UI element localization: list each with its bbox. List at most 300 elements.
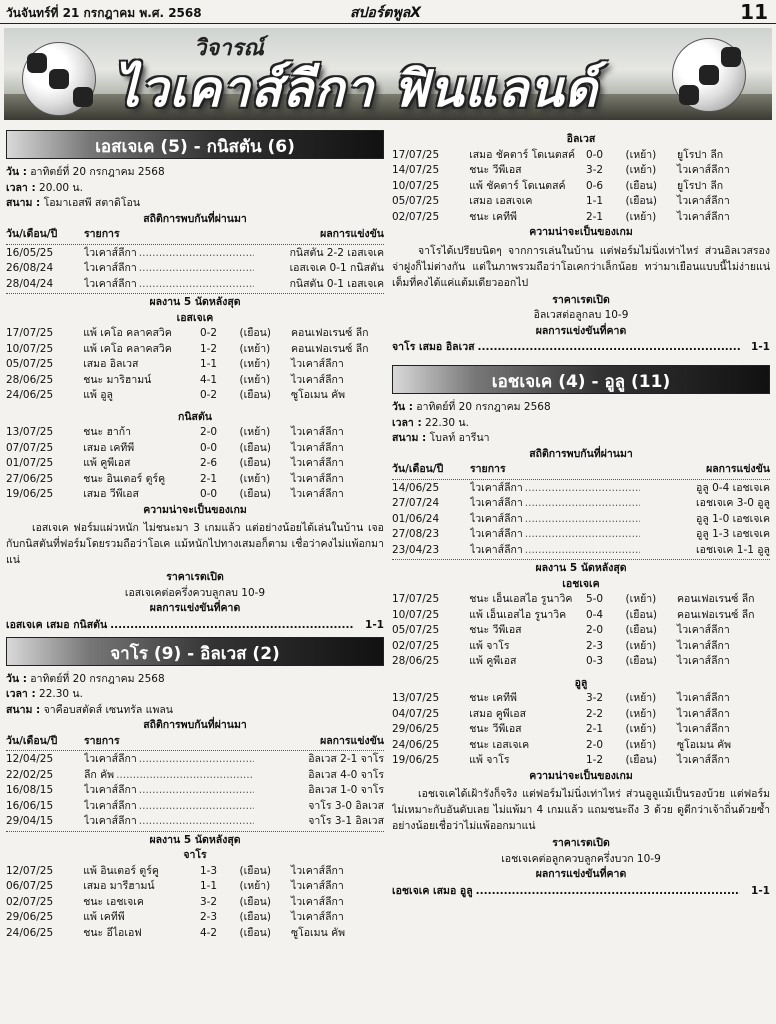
form-competition: ไวเคาส์ลีกา [290,488,344,500]
prediction-score: 1-1 [354,617,384,633]
form-date: 07/07/25 [6,441,54,454]
h2h-row [6,261,384,277]
last5-title: ผลงาน 5 นัดหลังสุด [149,296,241,308]
form-venue: (เยือน) [239,389,271,401]
form-score: 1-1 [585,195,604,207]
form-venue: (เยือน) [239,895,271,908]
h2h-result: อูลู 1-0 เอชเจเค [640,512,770,528]
divider [6,831,384,832]
h2h-date: 29/04/15 [6,815,54,827]
form-outcome: เสมอ วีพีเอส [83,488,139,500]
form-date: 10/07/25 [6,342,54,355]
form-venue: (เยือน) [239,457,271,469]
h2h-date: 01/06/24 [392,512,440,525]
match-title: เอชเจเค (4) - อูลู (11) [491,372,671,392]
form-competition: ไวเคาส์ลีกา [290,426,344,438]
soccer-ball-icon [22,42,96,116]
form-outcome: แพ้ คูพีเอส [469,655,517,667]
form-venue: (เหย้า) [239,373,271,386]
form-venue: (เยือน) [239,327,271,339]
form-outcome: แพ้ ชัคตาร์ โดเนตสค์ [469,179,566,192]
h2h-row [6,799,384,815]
form-outcome: ชนะ เอชเจเค [83,895,144,908]
form-date: 28/06/25 [392,655,440,667]
match-header [6,130,384,159]
form-competition: ซูโอเมน คัพ [676,738,732,751]
form-row [392,592,770,608]
h2h-comp: ไวเคาส์ลีกา ..... [470,543,640,559]
form-row [6,926,384,942]
form-competition: ไวเคาส์ลีกา [290,373,344,386]
team-a-name: เอสเจเค [176,311,214,324]
h2h-date: 23/04/23 [392,543,440,556]
form-venue: (เยือน) [239,926,271,939]
form-row [6,879,384,895]
match-venue-value: โบลท์ อารีนา [429,432,490,444]
form-venue: (เยือน) [239,864,271,877]
h2h-comp: ไวเคาส์ลีกา ..... [470,512,640,528]
form-score: 5-0 [585,593,604,605]
form-outcome: ชนะ อีไอเอฟ [83,926,142,939]
form-outcome: ชนะ วีพีเอส [469,723,522,735]
match-block [6,130,384,633]
match-date-value: อาทิตย์ที่ 20 กรกฎาคม 2568 [30,672,165,685]
form-competition: ไวเคาส์ลีกา [676,723,730,735]
h2h-result: กนิสตัน 2-2 เอสเจเค [254,246,384,262]
form-outcome: แพ้ อินเตอร์ ตูร์คู [83,864,159,877]
h2h-date: 26/08/24 [6,262,54,274]
form-date: 17/07/25 [392,148,440,161]
form-competition: ไวเคาส์ลีกา [290,441,344,454]
odds-title: ราคาเรตเปิด [552,837,610,849]
prediction-row [392,339,770,355]
prediction-title: ผลการแข่งขันที่คาด [535,324,627,337]
h2h-date: 16/06/15 [6,799,54,812]
h2h-header [392,462,770,478]
h2h-result: จาโร 3-0 อิลเวส [254,799,384,815]
form-row [6,326,384,342]
h2h-col-result: ผลการแข่งขัน [320,734,384,747]
form-score: 0-0 [585,148,604,161]
form-outcome: เสมอ เคทีพี [83,441,135,454]
form-outcome: แพ้ เคทีพี [83,911,125,923]
form-outcome: ชนะ เอ็นเอสไอ รูนาวิค [469,593,573,605]
form-row [6,441,384,457]
h2h-row [392,512,770,528]
match-date [6,165,384,181]
form-row [392,148,770,164]
brand-logo: สปอร์ตพูลX [350,5,422,21]
h2h-result: อูลู 0-4 เอชเจเค [640,481,770,497]
form-venue: (เหย้า) [625,738,657,751]
form-row [392,722,770,738]
h2h-col-comp: รายการ [84,228,120,240]
form-row [6,456,384,472]
form-date: 27/06/25 [6,472,54,485]
divider [392,559,770,560]
form-competition: ไวเคาส์ลีกา [676,624,730,636]
h2h-col-date: วัน/เดือน/ปี [392,463,444,475]
h2h-row [6,768,384,784]
h2h-comp: ไวเคาส์ลีกา ..... [84,783,254,799]
match-block [6,637,384,942]
form-score: 2-2 [585,707,604,720]
form-row [6,472,384,488]
form-score: 1-3 [199,864,218,877]
form-score: 3-2 [585,692,604,704]
form-venue: (เยือน) [239,911,271,923]
form-venue: (เยือน) [239,488,271,500]
form-outcome: เสมอ อิลเวส [83,358,139,370]
outlook-title: ความน่าจะเป็นของเกม [529,226,633,238]
form-row [392,163,770,179]
form-date: 02/07/25 [392,210,440,223]
prediction-row [6,617,384,633]
form-row [392,623,770,639]
form-row [392,691,770,707]
form-competition: ไวเคาส์ลีกา [676,655,730,667]
match-time-value: 22.30 น. [39,688,83,700]
h2h-result: เอชเจเค 1-1 อูลู [640,543,770,559]
match-time-label: เวลา : [6,181,36,194]
form-score: 0-6 [585,179,604,192]
form-score: 3-2 [199,895,218,908]
match-venue [6,703,384,719]
form-date: 10/07/25 [392,179,440,192]
form-competition: ไวเคาส์ลีกา [676,164,730,176]
form-score: 2-3 [199,911,218,923]
form-competition: ซูโอเมน คัพ [290,926,346,939]
h2h-row [6,277,384,293]
prediction-text: จาโร เสมอ อิลเวส ..... [392,339,740,355]
form-competition: ซูโอเมน คัพ [290,389,346,401]
form-outcome: แพ้ เคโอ คลาคสวิค [83,342,172,355]
left-column [6,126,384,1024]
form-score: 0-0 [199,488,218,500]
divider [6,293,384,294]
form-date: 06/07/25 [6,880,54,892]
outlook-title: ความน่าจะเป็นของเกม [529,769,633,782]
form-competition: ไวเคาส์ลีกา [290,358,344,370]
form-date: 14/07/25 [392,164,440,176]
h2h-row [6,752,384,768]
outlook-text: จาโรได้เปรียบนิดๆ จากการเล่นในบ้าน แต่ฟอร์มไม่นิ่งเท่าไหร่ ส่วนอิลเวสรองจ่าฝูงก็ไม่ต่างกัน แต่ในภาพรวมถือว่าโอเคกว่าเล็กน้อย ทว่ามาเยือนแบบนี้ไม่ง่ายแน่ เต็มที่คงได้แค่แต้มเดียวออกไป [392,244,770,289]
prediction-text: เอชเจเค เสมอ อูลู ..... [392,883,740,899]
match-venue-label: สนาม : [392,432,427,444]
h2h-result: กนิสตัน 0-1 เอสเจเค [254,277,384,293]
form-outcome: เสมอ มารีฮามน์ [83,880,155,892]
prediction-title: ผลการแข่งขันที่คาด [535,868,627,880]
form-outcome: ชนะ วีพีเอส [469,164,522,176]
form-venue: (เหย้า) [239,880,271,892]
match-time [6,181,384,197]
form-venue: (เหย้า) [239,342,271,355]
form-competition: ไวเคาส์ลีกา [290,911,344,923]
outlook-text: เอสเจเค ฟอร์มแผ่วหนัก ไม่ชนะมา 3 เกมแล้ว แต่อย่างน้อยได้เล่นในบ้าน เจอกับกนิสตันที่ฟอร์มโดยรวมถือว่าโอเค แม้หนักไปทางเสมอก็ตาม เชื่อว่าคงไม่แพ้อกมาแน่ [6,522,384,566]
form-venue: (เหย้า) [625,210,657,223]
form-score: 1-1 [199,880,218,892]
form-row [392,753,770,769]
form-outcome: แพ้ อูลู [83,389,113,401]
form-venue: (เหย้า) [625,639,657,652]
form-row [392,707,770,723]
form-row [392,179,770,195]
prediction-score: 1-1 [740,339,770,355]
form-row [392,608,770,624]
form-row [6,864,384,880]
h2h-result: เอสเจเค 0-1 กนิสตัน [254,261,384,277]
spacer [392,355,770,361]
h2h-date: 16/05/25 [6,246,54,259]
form-outcome: แพ้ เคโอ คลาคสวิค [83,327,172,339]
form-score: 2-0 [585,738,604,751]
match-block-continued [392,126,770,355]
form-date: 24/06/25 [6,389,54,401]
form-row [392,194,770,210]
form-score: 0-4 [585,608,604,621]
form-score: 2-3 [585,639,604,652]
form-outcome: ชนะ อินเตอร์ ตูร์คู [83,472,166,485]
match-date-label: วัน : [6,166,27,178]
form-outcome: แพ้ คูพีเอส [83,457,131,469]
odds-value: เอชเจเคต่อลูกควบลูกครึ่งบวก 10-9 [501,852,661,865]
form-competition: ไวเคาส์ลีกา [290,472,344,485]
form-row [6,388,384,404]
form-date: 10/07/25 [392,608,440,621]
form-competition: ไวเคาส์ลีกา [290,457,344,469]
h2h-date: 12/04/25 [6,753,54,765]
h2h-row [6,814,384,830]
form-venue: (เหย้า) [239,358,271,370]
h2h-header [6,227,384,243]
prediction-title: ผลการแข่งขันที่คาด [149,602,241,614]
h2h-date: 27/07/24 [392,497,440,509]
match-venue [392,431,770,447]
form-date: 05/07/25 [392,624,440,636]
right-column [392,126,770,1024]
form-date: 19/06/25 [392,754,440,766]
h2h-date: 22/02/25 [6,768,54,781]
h2h-col-comp: รายการ [84,734,120,747]
form-row [6,342,384,358]
last5-title: ผลงาน 5 นัดหลังสุด [535,562,627,574]
match-venue [6,196,384,212]
h2h-date: 28/04/24 [6,277,54,290]
form-competition: คอนเฟอเรนซ์ ลีก [676,608,755,621]
odds-title: ราคาเรตเปิด [552,293,610,306]
form-competition: ไวเคาส์ลีกา [290,880,344,892]
match-block [392,355,770,899]
outlook-text: เอชเจเคได้เฝ้ารังก็จริง แต่ฟอร์มไม่นิ่งเท่าไหร่ ส่วนอูลูแม้เป็นรองบ้วย แต่ฟอร์มไม่เหมาะกับอันดับเลย ไม่แพ้มา 4 เกมแล้ว แถมชนะถึง 3 ด้วย ดูดีกว่าเจ้าถิ่นด้วยซ้ำ อย่างน้อยเชื่อว่าไม่แพ้ออกมาแน่ [392,788,770,832]
form-date: 02/07/25 [392,639,440,652]
h2h-comp: ไวเคาส์ลีกา ..... [470,496,640,512]
h2h-col-result: ผลการแข่งขัน [706,463,770,475]
match-time [392,416,770,432]
match-title: เอสเจเค (5) - กนิสตัน (6) [95,137,295,157]
prediction-row [392,883,770,899]
form-score: 2-1 [199,472,218,485]
h2h-comp: ไวเคาส์ลีกา ..... [84,261,254,277]
team-b-name: กนิสตัน [178,410,212,423]
match-venue-label: สนาม : [6,197,41,209]
form-venue: (เหย้า) [625,707,657,720]
h2h-comp: ไวเคาส์ลีกา ..... [470,481,640,497]
form-date: 19/06/25 [6,488,54,500]
form-date: 29/06/25 [6,911,54,923]
team-a-name: จาโร [183,849,207,861]
soccer-ball-icon [672,38,746,112]
form-date: 17/07/25 [392,593,440,605]
form-date: 24/06/25 [6,926,54,939]
form-row [392,738,770,754]
h2h-date: 14/06/25 [392,481,440,494]
form-date: 05/07/25 [392,195,440,207]
form-row [392,210,770,226]
h2h-col-result: ผลการแข่งขัน [320,228,384,240]
form-outcome: เสมอ ชัคตาร์ โดเนตสค์ [469,148,576,161]
prediction-score: 1-1 [740,883,770,899]
match-time [6,687,384,703]
form-outcome: ชนะ ฮาก้า [83,426,132,438]
form-competition: ไวเคาส์ลีกา [676,707,730,720]
form-venue: (เหย้า) [625,593,657,605]
banner-title: ไวเคาส์ลีกา ฟินแลนด์ [114,60,598,118]
form-venue: (เหย้า) [625,723,657,735]
match-time-label: เวลา : [392,416,422,429]
odds-value: เอสเจเคต่อครึ่งควบลูกลบ 10-9 [124,586,266,599]
section-banner [4,28,772,120]
form-outcome: ชนะ เอสเจเค [469,738,530,751]
outlook-title: ความน่าจะเป็นของเกม [143,503,247,516]
form-date: 01/07/25 [6,457,54,469]
form-date: 13/07/25 [392,692,440,704]
form-competition: ไวเคาส์ลีกา [676,639,730,652]
h2h-comp: ไวเคาส์ลีกา ..... [84,814,254,830]
h2h-col-date: วัน/เดือน/ปี [6,734,58,747]
form-date: 28/06/25 [6,373,54,386]
prediction-text: เอสเจเค เสมอ กนิสตัน ..... [6,617,354,633]
form-score: 2-0 [585,624,604,636]
form-score: 0-2 [199,327,218,339]
form-row [392,654,770,670]
h2h-comp: ลีก คัพ ..... [84,768,254,784]
form-competition: ยูโรปา ลีก [676,179,724,192]
h2h-result: จาโร 3-1 อิลเวส [254,814,384,830]
form-venue: (เยือน) [625,754,657,766]
h2h-comp: ไวเคาส์ลีกา ..... [84,246,254,262]
form-score: 4-1 [199,373,218,386]
form-venue: (เยือน) [625,179,657,192]
form-row [392,639,770,655]
form-score: 1-2 [199,342,218,355]
h2h-date: 16/08/15 [6,784,54,796]
form-date: 17/07/25 [6,327,54,339]
h2h-comp: ไวเคาส์ลีกา ..... [84,752,254,768]
form-outcome: ชนะ เคทีพี [469,692,517,704]
page-header [0,0,776,24]
odds-value: อิลเวสต่อลูกลบ 10-9 [533,309,629,321]
page-number: 11 [740,0,768,24]
h2h-comp: ไวเคาส์ลีกา ..... [84,277,254,293]
form-venue: (เยือน) [625,655,657,667]
match-date-label: วัน : [392,401,413,413]
match-venue-value: โอมาเอสพี สตาดิโอน [43,197,141,209]
match-header [6,637,384,666]
form-score: 0-3 [585,655,604,667]
match-title: จาโร (9) - อิลเวส (2) [110,643,280,664]
form-venue: (เหย้า) [625,692,657,704]
match-venue-value: จาคือบสตัดส์ เซนทรัล แพลน [43,703,173,716]
h2h-row [392,496,770,512]
form-outcome: แพ้ จาโร [469,754,510,766]
form-venue: (เหย้า) [625,148,657,161]
form-competition: ไวเคาส์ลีกา [676,210,730,223]
form-competition: ไวเคาส์ลีกา [676,692,730,704]
h2h-title: สถิติการพบกันที่ผ่านมา [143,212,247,225]
form-score: 1-1 [199,358,218,370]
form-score: 3-2 [585,164,604,176]
form-competition: ไวเคาส์ลีกา [290,895,344,908]
form-row [6,357,384,373]
h2h-title: สถิติการพบกันที่ผ่านมา [143,719,247,731]
form-outcome: แพ้ จาโร [469,639,510,652]
form-outcome: ชนะ เคทีพี [469,210,517,223]
form-outcome: เสมอ คูพีเอส [469,707,526,720]
form-row [6,910,384,926]
team-a-name: เอชเจเค [562,577,600,590]
form-score: 2-6 [199,457,218,469]
form-venue: (เยือน) [239,441,271,454]
form-venue: (เหย้า) [239,472,271,485]
form-competition: ไวเคาส์ลีกา [676,195,730,207]
h2h-comp: ไวเคาส์ลีกา ..... [84,799,254,815]
form-competition: คอนเฟอเรนซ์ ลีก [290,342,369,355]
form-score: 0-2 [199,389,218,401]
h2h-row [392,543,770,559]
form-venue: (เยือน) [625,195,657,207]
h2h-row [6,246,384,262]
form-row [6,373,384,389]
h2h-comp: ไวเคาส์ลีกา ..... [470,527,640,543]
form-score: 0-0 [199,441,218,454]
h2h-result: อูลู 1-3 เอชเจเค [640,527,770,543]
form-date: 29/06/25 [392,723,440,735]
form-competition: ยูโรปา ลีก [676,148,724,161]
h2h-date: 27/08/23 [392,528,440,540]
match-date [392,400,770,416]
form-score: 4-2 [199,926,218,939]
match-header [392,365,770,394]
h2h-row [6,783,384,799]
match-date-label: วัน : [6,672,27,685]
form-venue: (เหย้า) [625,164,657,176]
h2h-col-comp: รายการ [470,463,506,475]
h2h-col-date: วัน/เดือน/ปี [6,228,58,240]
match-time-value: 22.30 น. [425,416,469,429]
form-outcome: ชนะ มาริฮามน์ [83,373,152,386]
h2h-header [6,734,384,750]
form-competition: คอนเฟอเรนซ์ ลีก [290,327,369,339]
form-date: 04/07/25 [392,707,440,720]
form-date: 13/07/25 [6,426,54,438]
h2h-result: อิลเวส 1-0 จาโร [254,783,384,799]
h2h-result: อิลเวส 2-1 จาโร [254,752,384,768]
h2h-row [392,481,770,497]
divider [392,479,770,480]
form-date: 12/07/25 [6,864,54,877]
form-score: 2-1 [585,723,604,735]
h2h-row [392,527,770,543]
